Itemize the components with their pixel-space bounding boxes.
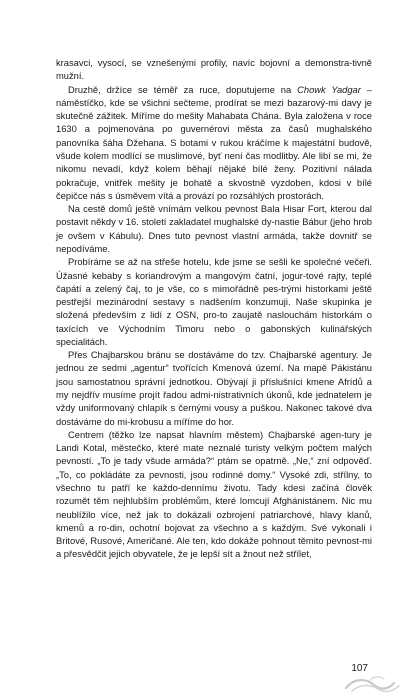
paragraph-5: Přes Chajbarskou bránu se dostáváme do tzv. Chajbarské agentury. Je jednou ze sedmi „agentur“ tvořících Kmenová území. Na mapě Pákistánu jsou samostatnou správní jednotkou. Obývají ji příslušníci kmene Afrídů a my nejdřív musíme projít řadou admi-nistrativních úkonů, kde jednatelem je vždy uniformovaný chlapík s černými vousy a puškou. Nakonec takové dva dostáváme do mi-krobusu a míříme do hor.	[56, 350, 372, 427]
swirl-ornament-icon	[344, 674, 402, 694]
paragraph-1: krasavci, vysocí, se vznešenými profily, navíc bojovní a demonstra-tivně mužní.	[56, 58, 372, 82]
paragraph-4: Probíráme se až na střeše hotelu, kde jsme se sešli ke společné večeři. Úžasné kebaby s koriandrovým a mangovým čatní, jogur-tové rajty, teplé čapátí a zelený čaj, to je vše, co s mimořádně pes-trými historkami ještě pestřejší mezinárodní sestavy s nadšením konzumuji. Naše skupinka je složená především z lidí z OSN, pro-to zaujatě naslouchám historkám o taxících ve Východním Timoru nebo o gabonských kulinářských specialitách.	[56, 257, 372, 347]
italic-place-name: Chowk Yadgar	[297, 84, 361, 95]
paragraph-6: Centrem (těžko lze napsat hlavním městem) Chajbarské agen-tury je Landi Kotal, městečko, které mate neznalé turisty velkým počtem malých pevností. „To je tady všude armáda?“ ptám se opatrně. „Ne,“ zní odpověď. „To, co pokládáte za pevnosti, jsou rodinné domy.“ Vysoké zdi, střílny, to všechno tu patří ke každo-dennímu životu. Tady kdesi začíná člověk rozumět těm nejhlubším problémům, které lomcují Afghánistánem. Nic mu neublížilo více, než jak to dokázali ozbrojení patriarchové, hlavy klanů, kmenů a ro-din, ochotní bojovat za všechno a s každým. Své vykonali i Britové, Rusové, Američané. Ale ten, kdo dokáže pohnout těmito pevnost-mi a přesvědčit jejich obyvatele, že je lepší sít a žnout než střílet,	[56, 429, 372, 560]
page-number: 107	[351, 663, 368, 674]
paragraph-3: Na cestě domů ještě vnímám velkou pevnost Bala Hisar Fort, kterou dal postavit někdy v 16. století zakladatel mughalské dy-nastie Bábur (jeho hrob je ovšem v Kábulu). Dnes tuto pevnost vlastní armáda, takže dovnitř se nepodíváme.	[56, 204, 372, 254]
paragraph-2: Druzhě, držíce se téměř za ruce, doputujeme na Chowk Yadgar – náměstíčko, kde se všichni sečteme, prodírat se mezi bazarový-mi davy je skutečně zážitek. Míříme do mešity Mahabata Chána. Byla založena v roce 1630 a pojmenována po guvernérovi města za časů mughalského panovníka šáha Džehana. S botami v rukou kráčíme k majestátní budově, všude kolem modlící se muslimové, byť není čas modlitby. Ale libí se mi, že nikomu nevadí, když kolem běhají nějaké bílé ženy. Pozitivní nálada pokračuje, vnitřek mešity je bohatě a skvostně vyzdoben, kdosi v bílé čepičce nás s úsměvem vítá a provází po rozsáhlých prostorách.	[56, 84, 372, 201]
page-body	[56, 57, 372, 562]
